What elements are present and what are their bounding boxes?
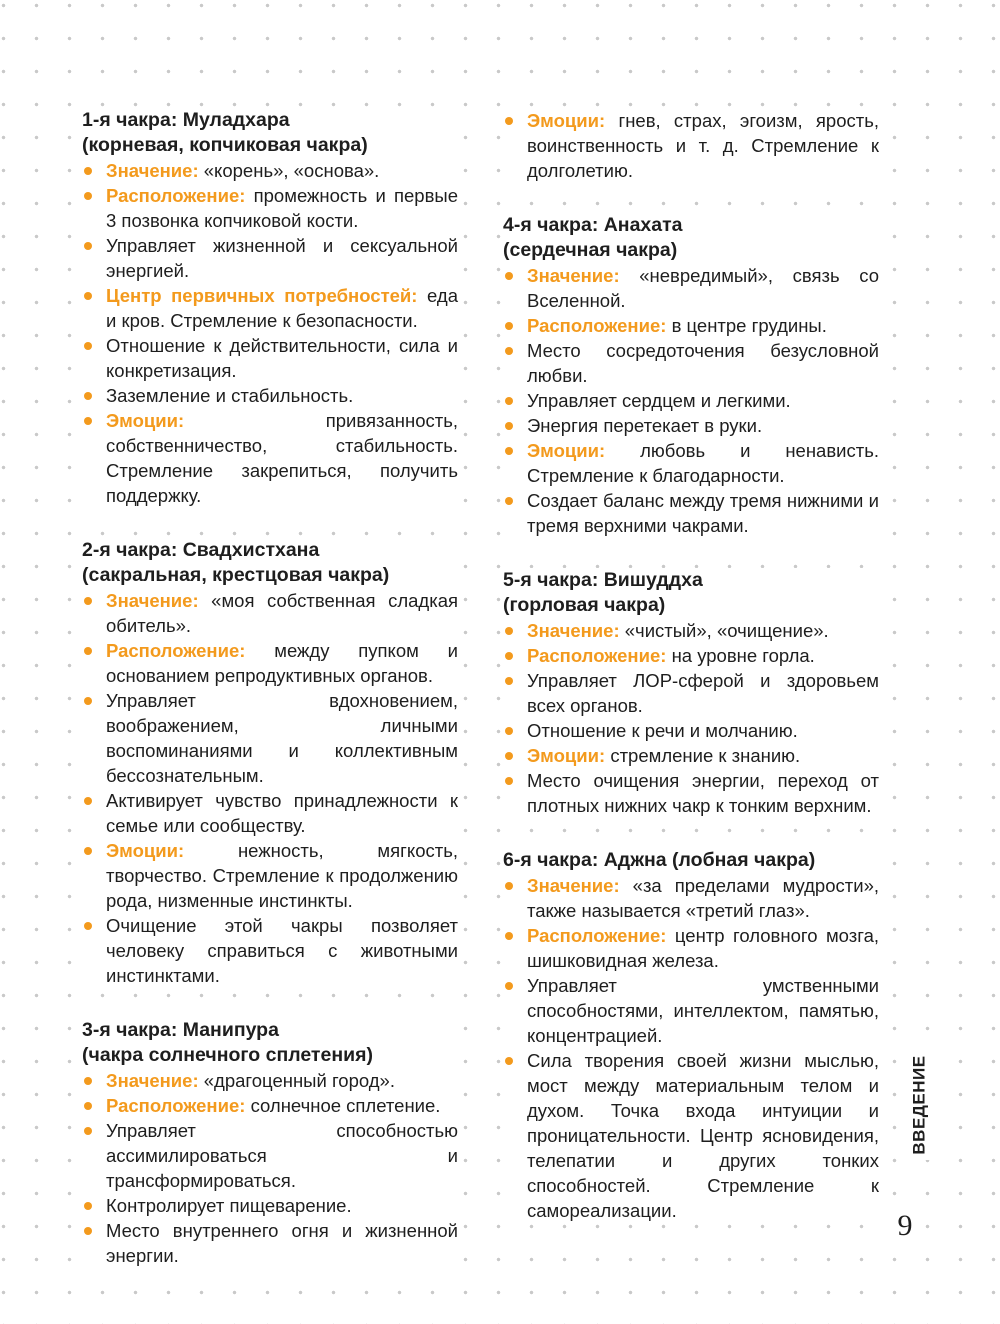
section-subtitle: (горловая чакра) bbox=[503, 594, 666, 616]
list-item bbox=[82, 1193, 458, 1218]
list-item bbox=[503, 1048, 879, 1223]
chapter-side-tab bbox=[905, 1050, 935, 1160]
item-text: Место очищения энергии, переход от плотных нижних чакр к тонким верхним. bbox=[527, 770, 879, 816]
list-item bbox=[503, 313, 879, 338]
list-item bbox=[82, 838, 458, 913]
list-item bbox=[503, 923, 879, 973]
item-label: Расположение: bbox=[106, 185, 246, 206]
item-text: Управляет вдохновением, воображением, личными воспоминаниями и коллективным бессознательным. bbox=[106, 690, 458, 786]
item-text: нежность, мягкость, творчество. Стремление к продолжению рода, низменные инстинкты. bbox=[106, 840, 458, 911]
item-label: Эмоции: bbox=[527, 440, 606, 461]
item-label: Центр первичных потребностей: bbox=[106, 285, 418, 306]
list-item bbox=[82, 913, 458, 988]
item-label: Расположение: bbox=[106, 640, 246, 661]
list-item bbox=[503, 873, 879, 923]
section-heading bbox=[503, 213, 879, 263]
chakra-section-2 bbox=[82, 538, 458, 988]
section-title: 1-я чакра: Муладхара bbox=[82, 109, 290, 131]
item-text: Энергия перетекает в руки. bbox=[527, 415, 763, 436]
item-text: Заземление и стабильность. bbox=[106, 385, 354, 406]
list-item bbox=[82, 158, 458, 183]
list-item bbox=[503, 718, 879, 743]
bullet-list bbox=[503, 263, 879, 538]
item-text: гнев, страх, эгоизм, ярость, воинственность и т. д. Стремление к долголетию. bbox=[527, 110, 879, 181]
item-text: «за пределами мудрости», также называется «третий глаз». bbox=[527, 875, 879, 921]
item-text: «корень», «основа». bbox=[203, 160, 380, 181]
item-text: Сила творения своей жизни мыслью, мост между материальным телом и духом. Точка входа интуиции и проницательности. Центр ясновидения, телепатии и других тонких способностей. Стремление к самореализации. bbox=[527, 1050, 879, 1221]
bullet-list bbox=[503, 873, 879, 1223]
list-item bbox=[82, 688, 458, 788]
list-item bbox=[503, 618, 879, 643]
item-text: Управляет умственными способностями, интеллектом, памятью, концентрацией. bbox=[527, 975, 879, 1046]
list-item bbox=[82, 283, 458, 333]
list-item bbox=[503, 388, 879, 413]
item-text: еда и кров. Стремление к безопасности. bbox=[106, 285, 459, 331]
chakra-section-4 bbox=[503, 213, 879, 538]
left-column bbox=[82, 108, 458, 1298]
item-label: Эмоции: bbox=[106, 410, 185, 431]
item-text: центр головного мозга, шишковидная железа. bbox=[527, 925, 880, 971]
list-item bbox=[503, 488, 879, 538]
chakra-section-3-continued bbox=[503, 108, 879, 183]
list-item bbox=[82, 1218, 458, 1268]
section-subtitle: (чакра солнечного сплетения) bbox=[82, 1044, 373, 1066]
chapter-label: ВВЕДЕНИЕ bbox=[910, 1055, 929, 1155]
item-label: Значение: bbox=[106, 590, 199, 611]
item-text: Активирует чувство принадлежности к семье или сообществу. bbox=[106, 790, 458, 836]
list-item bbox=[82, 333, 458, 383]
chakra-section-6 bbox=[503, 848, 879, 1223]
bullet-list bbox=[503, 108, 879, 183]
item-text: промежность и первые 3 позвонка копчиковой кости. bbox=[106, 185, 459, 231]
section-heading bbox=[503, 848, 879, 873]
item-text: Место сосредоточения безусловной любви. bbox=[527, 340, 879, 386]
list-item bbox=[503, 643, 879, 668]
section-heading bbox=[82, 538, 458, 588]
item-text: Отношение к речи и молчанию. bbox=[527, 720, 798, 741]
list-item bbox=[82, 638, 458, 688]
section-title: 5-я чакра: Вишуддха bbox=[503, 569, 703, 591]
item-label: Расположение: bbox=[106, 1095, 246, 1116]
section-subtitle: (сердечная чакра) bbox=[503, 239, 678, 261]
item-text: Место внутреннего огня и жизненной энергии. bbox=[106, 1220, 458, 1266]
chakra-section-3 bbox=[82, 1018, 458, 1268]
list-item bbox=[503, 338, 879, 388]
list-item bbox=[82, 588, 458, 638]
section-subtitle: (сакральная, крестцовая чакра) bbox=[82, 564, 390, 586]
item-label: Расположение: bbox=[527, 645, 667, 666]
item-text: Контролирует пищеварение. bbox=[106, 1195, 352, 1216]
chakra-section-5 bbox=[503, 568, 879, 818]
item-text: «моя собственная сладкая обитель». bbox=[106, 590, 458, 636]
section-title: 4-я чакра: Анахата bbox=[503, 214, 683, 236]
list-item bbox=[503, 668, 879, 718]
section-heading bbox=[82, 1018, 458, 1068]
item-text: привязанность, собственничество, стабильность. Стремление закрепиться, получить поддержку. bbox=[106, 410, 458, 506]
section-heading bbox=[82, 108, 458, 158]
list-item bbox=[82, 233, 458, 283]
list-item bbox=[503, 263, 879, 313]
list-item bbox=[82, 183, 458, 233]
list-item bbox=[82, 408, 458, 508]
page-number: 9 bbox=[885, 1210, 925, 1242]
item-text: «чистый», «очищение». bbox=[624, 620, 829, 641]
item-text: между пупком и основанием репродуктивных органов. bbox=[106, 640, 458, 686]
item-text: солнечное сплетение. bbox=[250, 1095, 441, 1116]
section-heading bbox=[503, 568, 879, 618]
bullet-list bbox=[82, 588, 458, 988]
item-label: Эмоции: bbox=[527, 745, 606, 766]
section-title: 3-я чакра: Манипура bbox=[82, 1019, 279, 1041]
item-text: на уровне горла. bbox=[671, 645, 815, 666]
list-item bbox=[503, 413, 879, 438]
item-text: Управляет сердцем и легкими. bbox=[527, 390, 791, 411]
item-label: Значение: bbox=[527, 265, 620, 286]
item-label: Расположение: bbox=[527, 315, 667, 336]
section-subtitle: (корневая, копчиковая чакра) bbox=[82, 134, 368, 156]
item-label: Значение: bbox=[527, 875, 620, 896]
list-item bbox=[82, 1068, 458, 1093]
section-title: 2-я чакра: Свадхистхана bbox=[82, 539, 320, 561]
item-label: Значение: bbox=[527, 620, 620, 641]
right-column bbox=[503, 108, 879, 1253]
list-item bbox=[82, 383, 458, 408]
list-item bbox=[82, 1093, 458, 1118]
item-text: стремление к знанию. bbox=[610, 745, 801, 766]
item-label: Значение: bbox=[106, 160, 199, 181]
item-text: Управляет жизненной и сексуальной энергией. bbox=[106, 235, 458, 281]
list-item bbox=[503, 743, 879, 768]
item-label: Значение: bbox=[106, 1070, 199, 1091]
item-label: Эмоции: bbox=[527, 110, 606, 131]
item-text: Управляет способностью ассимилироваться и трансформироваться. bbox=[106, 1120, 458, 1191]
bullet-list bbox=[82, 1068, 458, 1268]
item-text: «невредимый», связь со Вселенной. bbox=[527, 265, 879, 311]
item-text: «драгоценный город». bbox=[203, 1070, 395, 1091]
list-item bbox=[503, 768, 879, 818]
bullet-list bbox=[82, 158, 458, 508]
item-text: в центре грудины. bbox=[671, 315, 827, 336]
item-text: Управляет ЛОР-сферой и здоровьем всех органов. bbox=[527, 670, 879, 716]
bullet-list bbox=[503, 618, 879, 818]
section-title: 6-я чакра: Аджна (лобная чакра) bbox=[503, 849, 816, 871]
list-item bbox=[503, 108, 879, 183]
list-item bbox=[82, 788, 458, 838]
item-text: Очищение этой чакры позволяет человеку справиться с животными инстинктами. bbox=[106, 915, 458, 986]
item-text: Создает баланс между тремя нижними и тремя верхними чакрами. bbox=[527, 490, 879, 536]
list-item bbox=[82, 1118, 458, 1193]
item-label: Расположение: bbox=[527, 925, 667, 946]
list-item bbox=[503, 973, 879, 1048]
item-label: Эмоции: bbox=[106, 840, 185, 861]
item-text: любовь и ненависть. Стремление к благодарности. bbox=[527, 440, 880, 486]
list-item bbox=[503, 438, 879, 488]
item-text: Отношение к действительности, сила и конкретизация. bbox=[106, 335, 458, 381]
chakra-section-1 bbox=[82, 108, 458, 508]
